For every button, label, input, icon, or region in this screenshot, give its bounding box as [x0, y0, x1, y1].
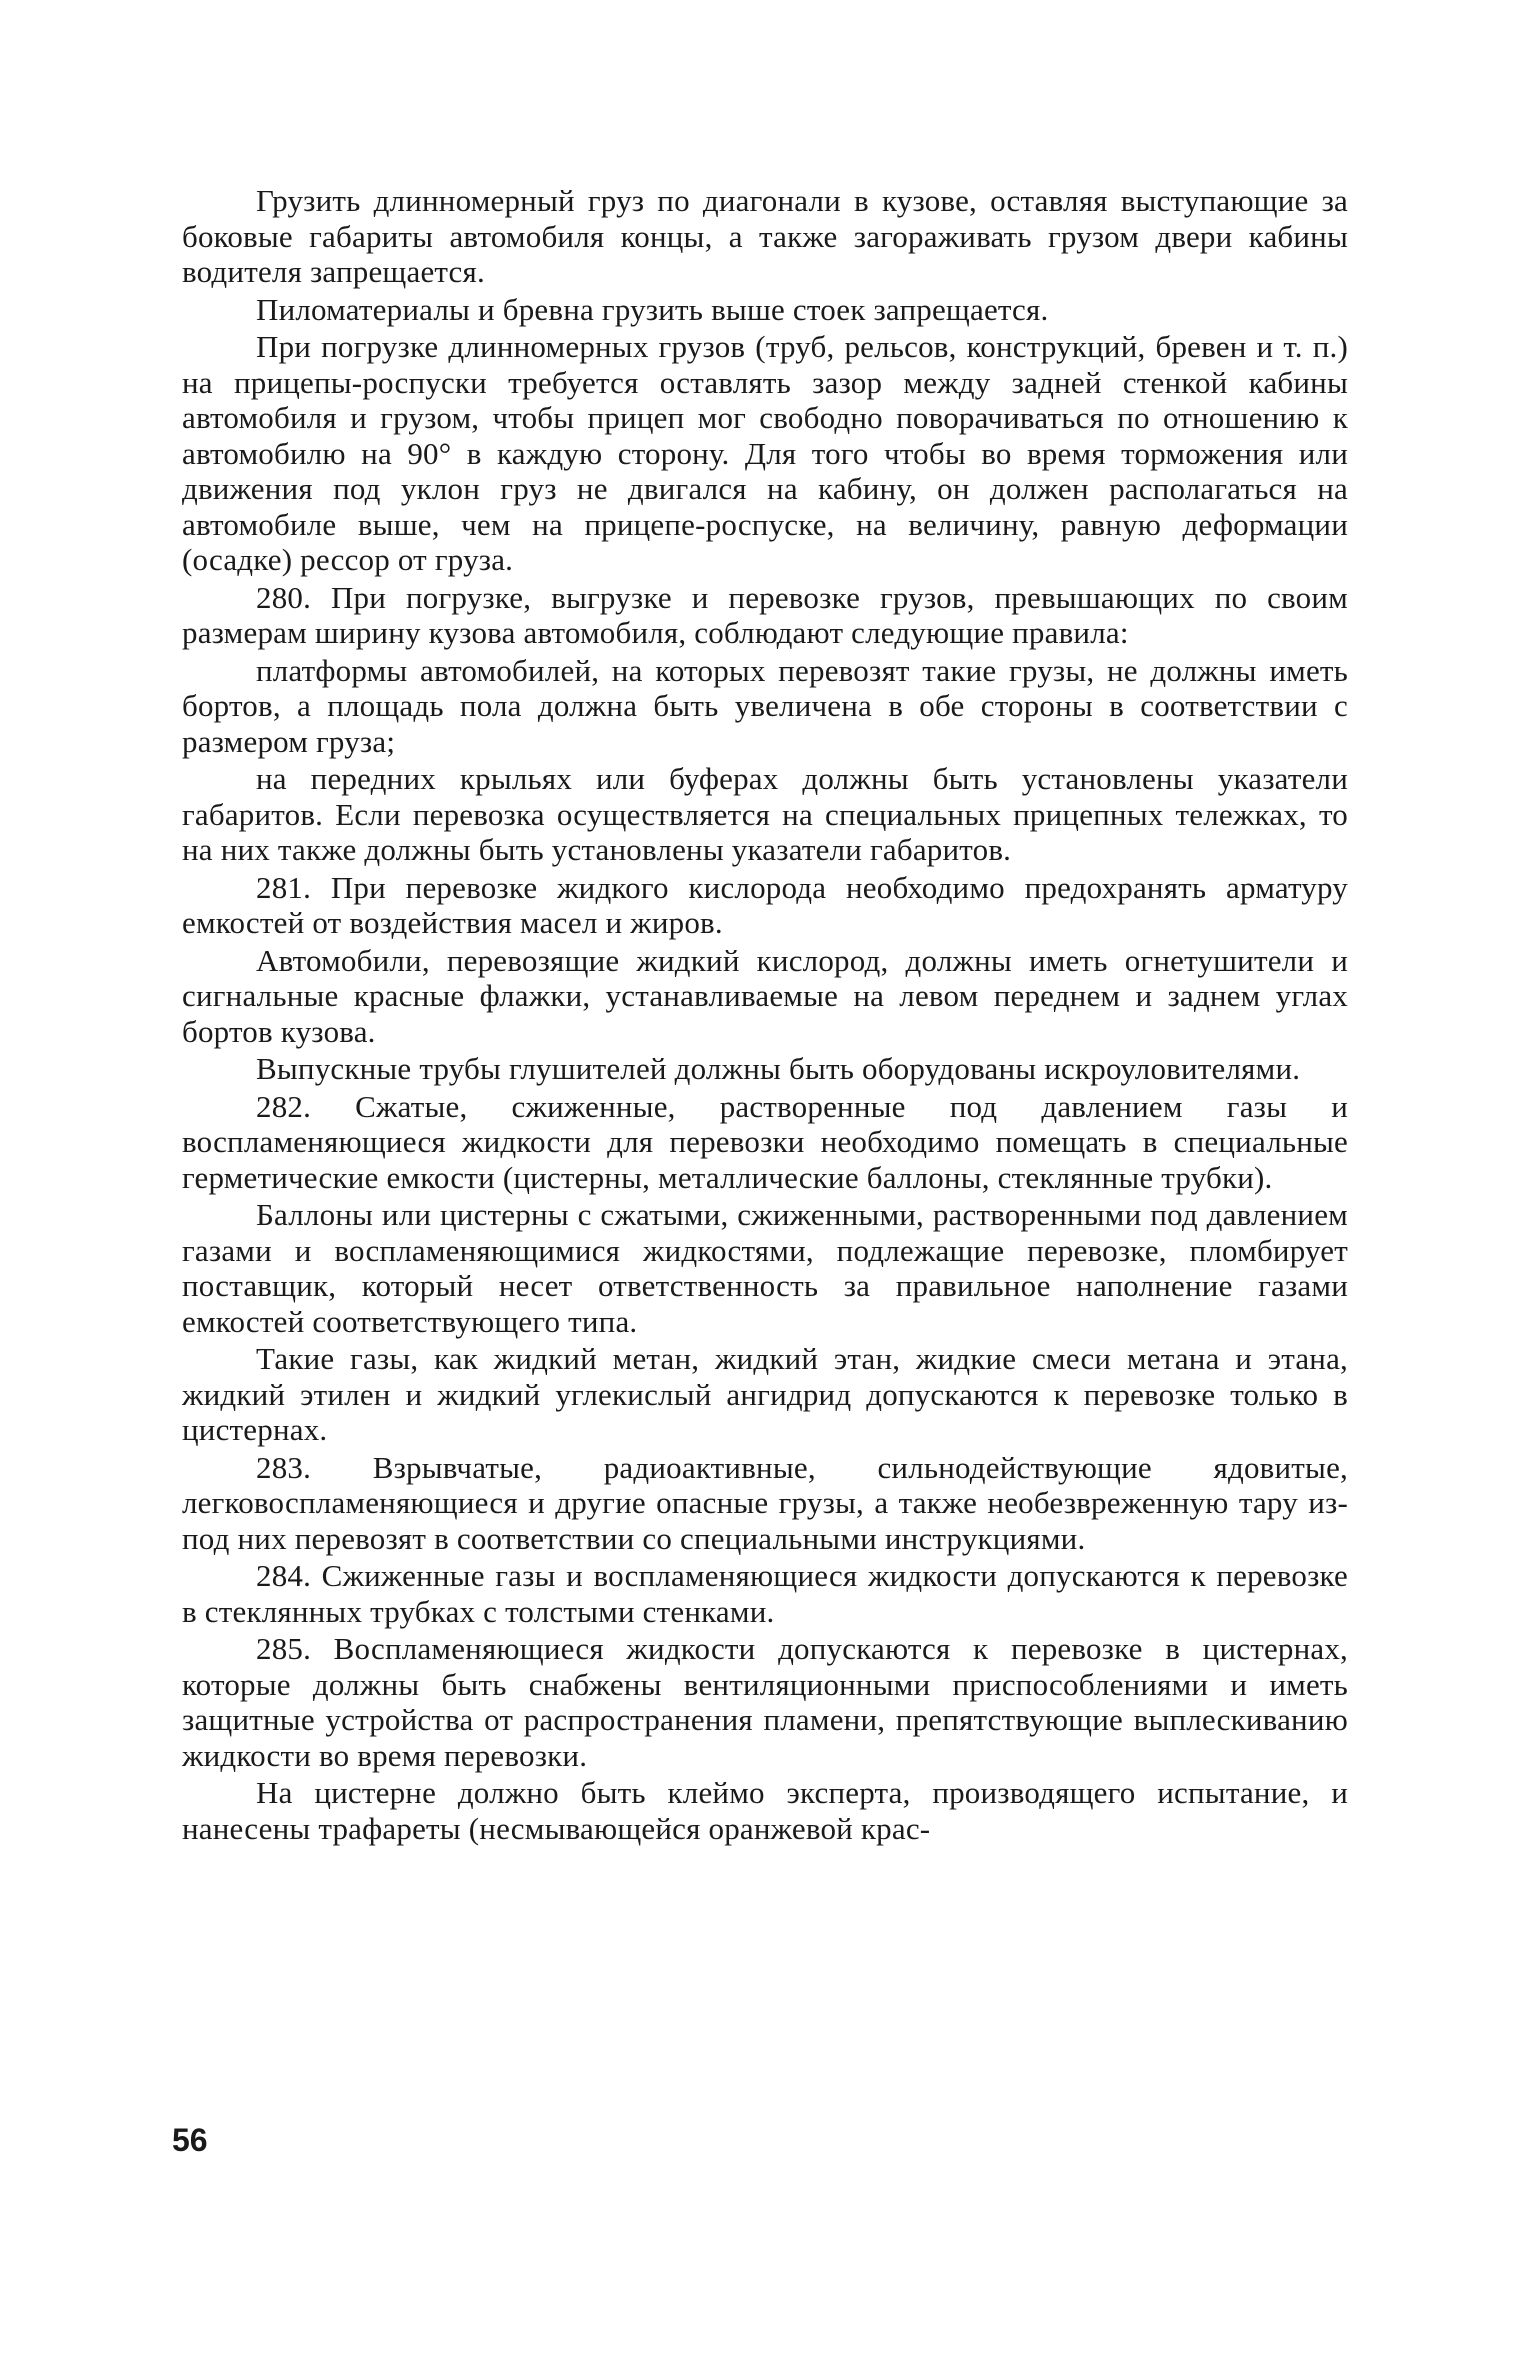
- paragraph-section-285: 285. Воспламеняющиеся жидкости допускаются к перевозке в цистернах, которые должны быть снабжены вентиляционными приспособлениями и иметь защитные устройства от распространения пламени, препятствующие выплескиванию жидкости во время перевозки.: [182, 1631, 1348, 1773]
- paragraph-section-282: 282. Сжатые, сжиженные, растворенные под давлением газы и воспламеняющиеся жидкости для перевозки необходимо помещать в специальные герметические емкости (цистерны, металлические баллоны, стеклянные трубки).: [182, 1088, 1348, 1195]
- paragraph: Баллоны или цистерны с сжатыми, сжиженными, растворенными под давлением газами и воспламеняющимися жидкостями, подлежащие перевозке, пломбирует поставщик, который несет ответственность за правильное наполнение газами емкостей соответствующего типа.: [182, 1197, 1348, 1339]
- paragraph-section-281: 281. При перевозке жидкого кислорода необходимо предохранять арматуру емкостей от воздействия масел и жиров.: [182, 869, 1348, 940]
- paragraph-section-280: 280. При погрузке, выгрузке и перевозке грузов, превышающих по своим размерам ширину кузова автомобиля, соблюдают следующие правила:: [182, 579, 1348, 650]
- paragraph: Пиломатериалы и бревна грузить выше стоек запрещается.: [256, 291, 1049, 327]
- paragraph: При погрузке длинномерных грузов (труб, рельсов, конструкций, бревен и т. п.) на прицепы-роспуски требуется оставлять зазор между задней стенкой кабины автомобиля и грузом, чтобы прицеп мог свободно поворачиваться по отношению к автомобилю на 90° в каждую сторону. Для того чтобы во время торможения или движения под уклон груз не двигался на кабину, он должен располагаться на автомобиле выше, чем на прицепе-роспуске, на величину, равную деформации (осадке) рессор от груза.: [182, 329, 1348, 577]
- paragraph-section-284: 284. Сжиженные газы и воспламеняющиеся жидкости допускаются к перевозке в стеклянных трубках с толстыми стенками.: [182, 1558, 1348, 1629]
- page-number: 56: [172, 2122, 208, 2158]
- paragraph: Выпускные трубы глушителей должны быть оборудованы искроуловителями.: [256, 1051, 1301, 1086]
- paragraph: на передних крыльях или буферах должны быть установлены указатели габаритов. Если перевозка осуществляется на специальных прицепных тележках, то на них также должны быть установлены указатели габаритов.: [182, 761, 1348, 867]
- paragraph: Такие газы, как жидкий метан, жидкий этан, жидкие смеси метана и этана, жидкий этилен и жидкий углекислый ангидрид допускаются к перевозке только в цистернах.: [182, 1341, 1348, 1447]
- page-body: [182, 183, 1348, 1848]
- paragraph: На цистерне должно быть клеймо эксперта, производящего испытание, и нанесены трафареты (несмывающейся оранжевой крас-: [182, 1775, 1348, 1846]
- paragraph: Грузить длинномерный груз по диагонали в кузове, оставляя выступающие за боковые габариты автомобиля концы, а также загораживать грузом двери кабины водителя запрещается.: [182, 183, 1348, 289]
- paragraph: платформы автомобилей, на которых перевозят такие грузы, не должны иметь бортов, а площадь пола должна быть увеличена в обе стороны в соответствии с размером груза;: [182, 652, 1348, 759]
- paragraph-section-283: 283. Взрывчатые, радиоактивные, сильнодействующие ядовитые, легковоспламеняющиеся и другие опасные грузы, а также необезвреженную тару из-под них перевозят в соответствии со специальными инструкциями.: [182, 1449, 1348, 1556]
- paragraph: Автомобили, перевозящие жидкий кислород, должны иметь огнетушители и сигнальные красные флажки, устанавливаемые на левом переднем и заднем углах бортов кузова.: [182, 942, 1348, 1049]
